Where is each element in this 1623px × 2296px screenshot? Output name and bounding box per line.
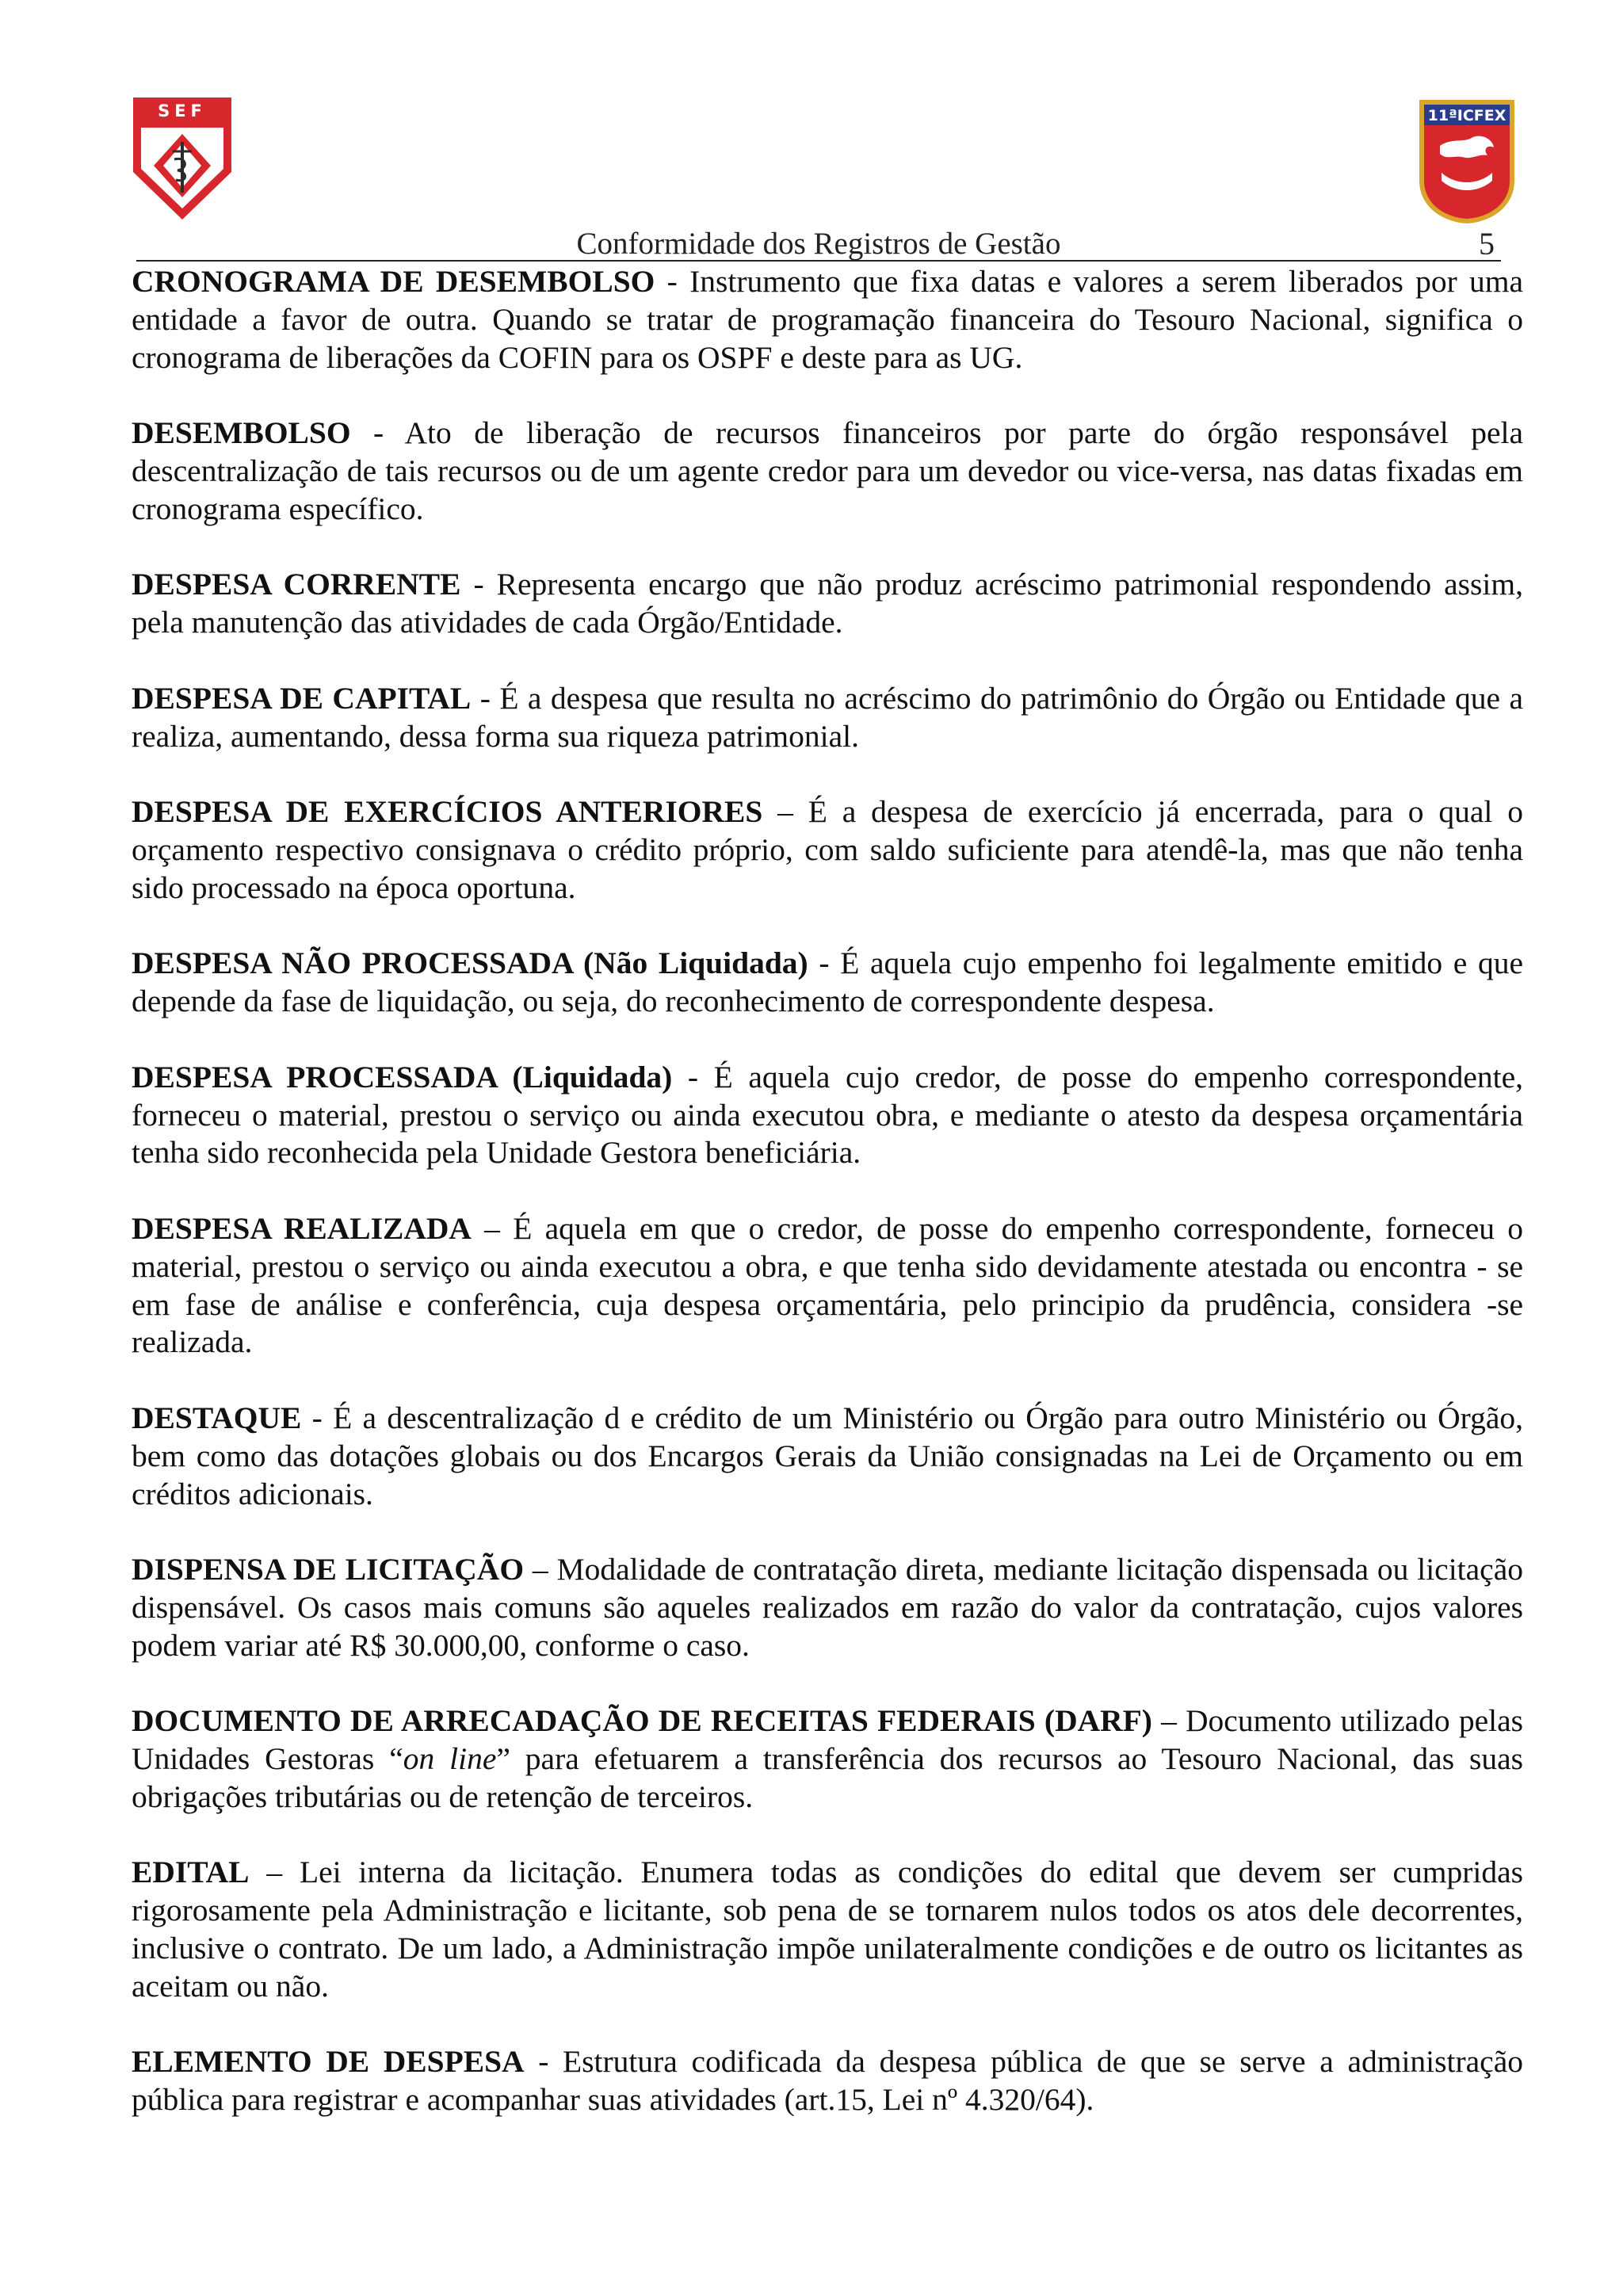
entry-definition: Lei interna da licitação. Enumera todas as condições do edital que devem ser cumpridas rigorosamente pela Administração e licitante, sob pena de se tornarem nulos todos os atos dele decorrentes, inclusive o contrato. De um lado, a Administração impõe unilateralmente condições e de outro os licitantes as aceitam ou não. [132,1855,1523,2004]
entry-term: EDITAL [132,1855,250,1890]
entry-definition: É aquela cujo empenho foi legalmente emitido e que depende da fase de liquidação, ou seja, do reconhecimento de correspondente despesa. [132,946,1524,1019]
entry-definition: Estrutura codificada da despesa pública de que se serve a administração pública para registrar e acompanhar suas atividades (art.15, Lei nº 4.320/64). [132,2044,1523,2118]
entry-definition: Ato de liberação de recursos financeiros por parte do órgão responsável pela descentralização de tais recursos ou de um agente credor para um devedor ou vice-versa, nas datas fixadas em cronograma específico. [132,415,1523,526]
glossary-entry [132,1400,1523,1513]
glossary-entry [132,415,1523,528]
icfex-emblem-logo [1416,98,1518,225]
header-title: Conformidade dos Registros de Gestão [576,227,1061,261]
entry-definition: Modalidade de contratação direta, mediante licitação dispensada ou licitação dispensável. Os casos mais comuns são aqueles realizados em razão do valor da contratação, cujos valores podem variar até R$ 30.000,00, conforme o caso. [132,1552,1524,1663]
entry-definition-end: ” para efetuarem a transferência dos recursos ao Tesouro Nacional, das suas obrigações tributárias ou de retenção de terceiros. [132,1741,1523,1814]
glossary-entry [132,945,1523,1021]
entry-separator: - [524,2044,563,2080]
entry-separator: - [301,1400,334,1435]
entry-term: DESPESA DE CAPITAL [132,680,472,716]
glossary-entry [132,1210,1523,1362]
glossary-entry [132,793,1523,907]
sef-emblem-logo [132,96,233,223]
entry-separator: – [471,1210,514,1246]
entry-definition-start: Documento utilizado pelas Unidades Gestoras “ [132,1703,1524,1777]
entry-separator: – [524,1552,557,1587]
entry-term: DESPESA PROCESSADA (Liquidada) [132,1059,673,1095]
entry-term: DESPESA CORRENTE [132,567,461,602]
entry-separator: – [762,794,808,830]
glossary-entry [132,1702,1523,1816]
glossary-entry [132,680,1523,756]
glossary-entry [132,1059,1523,1172]
entry-definition: Representa encargo que não produz acréscimo patrimonial respondendo assim, pela manutenção das atividades de cada Órgão/Entidade. [132,567,1524,640]
glossary-entry [132,1854,1523,2005]
svg-text:SEF: SEF [158,101,207,120]
entry-definition: É a descentralização d e crédito de um Ministério ou Órgão para outro Ministério ou Órgão, bem como das dotações globais ou dos Encargos Gerais da União consignadas na Lei de Orçamento ou em créditos adicionais. [132,1400,1523,1511]
glossary-body [132,263,1523,2157]
entry-definition: É a despesa que resulta no acréscimo do patrimônio do Órgão ou Entidade que a realiza, aumentando, dessa forma sua riqueza patrimonial. [132,680,1523,754]
entry-definition: É aquela em que o credor, de posse do empenho correspondente, forneceu o material, prestou o serviço ou ainda executou a obra, e que tenha sido devidamente atestada ou encontra - se em fase de análise e conferência, cuja despesa orçamentária, pelo principio da prudência, considera -se realizada. [132,1210,1524,1360]
page-header [136,228,1501,262]
entry-separator: - [471,680,500,716]
glossary-entry [132,2043,1523,2119]
entry-definition: É aquela cujo credor, de posse do empenho correspondente, forneceu o material, prestou o serviço ou ainda executou obra, e mediante o atesto da despesa orçamentária tenha sido reconhecida pela Unidade Gestora beneficiária. [132,1059,1524,1171]
entry-term: CRONOGRAMA DE DESEMBOLSO [132,264,655,299]
entry-definition: Instrumento que fixa datas e valores a serem liberados por uma entidade a favor de outra. Quando se tratar de programação financeira do Tesouro Nacional, significa o cronograma de liberações da COFIN para os OSPF e deste para as UG. [132,264,1523,375]
entry-separator: - [350,415,405,451]
entry-definition-italic: on line [403,1741,497,1777]
glossary-entry [132,1551,1523,1664]
entry-separator: - [808,946,841,981]
page-number: 5 [1479,226,1495,262]
entry-term: DESEMBOLSO [132,415,351,451]
entry-term: DESPESA NÃO PROCESSADA (Não Liquidada) [132,946,808,981]
entry-term: DISPENSA DE LICITAÇÃO [132,1552,525,1587]
glossary-entry [132,566,1523,642]
entry-term: ELEMENTO DE DESPESA [132,2044,525,2080]
entry-definition: É a despesa de exercício já encerrada, para o qual o orçamento respectivo consignava o crédito próprio, com saldo suficiente para atendê-la, mas que não tenha sido processado na época oportuna. [132,794,1523,905]
entry-separator: - [672,1059,714,1095]
entry-separator: – [1151,1703,1186,1739]
entry-term: DESPESA REALIZADA [132,1210,472,1246]
entry-term: DESTAQUE [132,1400,302,1435]
svg-text:11ªICFEX: 11ªICFEX [1427,107,1507,124]
entry-term: DESPESA DE EXERCÍCIOS ANTERIORES [132,794,763,830]
entry-separator: – [249,1855,300,1890]
glossary-entry [132,263,1523,376]
entry-separator: - [655,264,690,299]
entry-term: DOCUMENTO DE ARRECADAÇÃO DE RECEITAS FEDERAIS (DARF) [132,1703,1152,1739]
entry-separator: - [460,567,497,602]
